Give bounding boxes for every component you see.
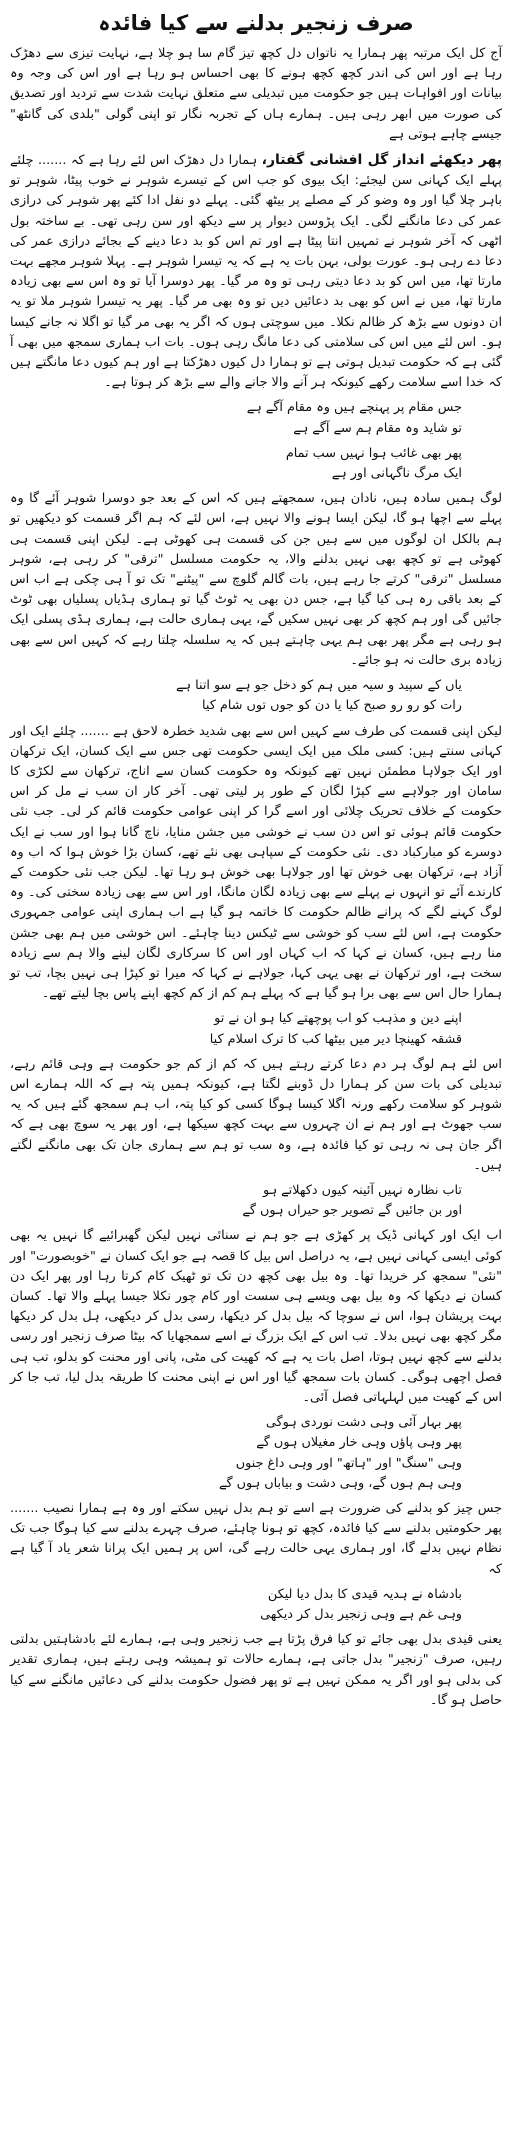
paragraph-2-subhead: پھر دیکھئے انداز گل افشانی گفتار، xyxy=(261,152,502,169)
verse-line: رات کو رو رو صبح کیا یا دن کو جوں توں شام کیا xyxy=(201,698,462,714)
verse-line: پھر بھی غائب ہوا نہیں سب تمام xyxy=(285,445,462,461)
paragraph-2-body: ہمارا دل دھڑک اس لئے رہا ہے کہ ....... چلئے پہلے ایک کہانی سن لیجئے: ایک بیوی کو جب اس کے تیسرے شوہر نے خوب پیٹا، شوہر تو باہر چلا گیا اور وہ وضو کر کے مصلے پر بیٹھ گئی۔ پہلے دو نفل ادا کئے پھر شوہر کی درازی عمر کی دعا مانگنے لگی۔ ایک پڑوسن دیوار پر سے دیکھ اور سن رہی تھی۔ بے ساختہ بول اٹھی کہ آخر شوہر نے تمہیں انتا پیٹا ہے اور تم اس کو بد دعا دینے کے بجائے درازی عمر کی دعا دے رہی ہو۔ عورت بولی، بہن بات یہ ہے کہ یہ تیسرا شوہر ہے۔ پہلا شوہر مجھے بہت مارتا تھا، میں اس کو بد دعا دیتی رہی تو وہ مر گیا۔ پھر دوسرا آیا تو وہ اس سے بھی زیادہ مارتا تھا، میں نے اس کو بھی بد دعائیں دیں تو وہ بھی مر گیا۔ پھر یہ تیسرا شوہر ملا تو یہ ان دونوں سے بڑھ کر ظالم نکلا۔ میں سوچتی ہوں کہ اگر یہ بھی مر گیا تو اگلا نہ جانے کیسا ہو۔ اس لئے میں اس کی سلامتی کی دعا مانگ رہی ہوں۔ بات اب ہماری سمجھ میں بھی آ گئی ہے کہ حکومت تبدیل ہوتی ہے تو ہمارا دل کیوں دھڑکتا ہے اور ہم کیوں دعا مانگتے ہیں کہ خدا اسے سلامت رکھے کیونکہ ہر آنے والا جانے والے سے بڑھ کر ہوتا ہے۔ xyxy=(10,153,502,391)
verse-line: تاب نظارہ نہیں آئینہ کیوں دکھلاتے ہو xyxy=(262,1182,462,1198)
verse-line: پھر وہی پاؤں وہی خار مغیلاں ہوں گے xyxy=(256,1435,462,1451)
paragraph-7: جس چیز کو بدلنے کی ضرورت ہے اسے تو ہم بدل نہیں سکتے اور وہ ہے ہمارا نصیب ....... پھر حکومتیں بدلنے سے کیا فائدہ، کچھ تو ہونا چاہئے، صرف چہرے بدلنے سے کیا ہوگا جب تک نظام نہیں بدلے گا، اور ہماری یہی حالت رہے گی، اس پر ہمیں ایک پرانا شعر یاد آ گیا ہے کہ xyxy=(10,1501,502,1577)
verse-5 xyxy=(10,1181,502,1221)
verse-4 xyxy=(10,1009,502,1049)
verse-1 xyxy=(10,398,502,438)
verse-line: تو شاید وہ مقام ہم سے آگے ہے xyxy=(293,420,462,436)
paragraph-6: اب ایک اور کہانی ڈیک پر کھڑی ہے جو ہم نے سنائی نہیں لیکن گھبرائیے گا نہیں یہ بھی کوئی ایسی کہانی نہیں ہے، یہ دراصل اس بیل کا قصہ ہے جو ایک کسان نے "خوبصورت" اور "نئی" سمجھ کر خریدا تھا۔ وہ بیل بھی کچھ دن تک تو ٹھیک کام کرتا رہا اور پھر ایک دن کسان نے دیکھا کہ وہ بیل بھی ویسے ہی سست اور کام چور نکلا جیسا پہلے والا تھا۔ کسان بہت پریشان ہوا، اس نے سوچا کہ بیل بدل کر دیکھا، رسی بدل کر دیکھی، ہل بدل کر دیکھا مگر کچھ بھی نہیں بدلا۔ تب اس کے ایک بزرگ نے اسے سمجھایا کہ بیٹا صرف زنجیر اور رسی بدلنے سے کچھ نہیں ہوتا، اصل بات یہ ہے کہ کھیت کی مٹی، پانی اور محنت کو بدلو، تب ہی فصل اچھی ہوگی۔ کسان بات سمجھ گیا اور اس نے اپنی محنت کا طریقہ بدل لیا، تب جا کر اس کے کھیت میں لہلہاتی فصل آئی۔ xyxy=(10,1228,502,1405)
paragraph-3: لوگ ہمیں سادہ ہیں، نادان ہیں، سمجھتے ہیں کہ اس کے بعد جو دوسرا شوہر آئے گا وہ پہلے سے اچھا ہو گا، لیکن ایسا ہونے والا نہیں ہے، اس لئے کہ ہم اگر قسمت کو دیکھیں تو ہم بالکل ان لوگوں میں سے ہیں جن کی قسمت ہی کھوٹی ہے۔ لیکن اپنی قسمت ہی کھوٹی ہے تو کچھ بھی نہیں بدلنے والا، یہ حکومت مسلسل "ترقی" کر رہی ہے، شوہر مسلسل "ترقی" کرتے جا رہے ہیں، بات گالم گلوچ سے "پیٹنے" تک تو آ ہی چکی ہے اب اس کے بعد باقی رہ ہی کیا گیا ہے، جس دن بھی یہ ٹوٹ گیا تو ہماری ہڈیاں پسلیاں بھی ٹوٹ جائیں گی اور ہم کچھ کر بھی نہیں سکیں گے، یہی ہماری حالت ہے، ہماری ہڈی پسلی ایک ہو رہی ہے مگر پھر بھی ہم یہی چاہتے ہیں کہ یہ سلسلہ چلتا رہے کہ کہیں اس سے بھی زیادہ بری حالت نہ ہو جائے۔ xyxy=(10,491,502,668)
verse-line: جس مقام پر پہنچے ہیں وہ مقام آگے ہے xyxy=(246,400,462,416)
verse-3 xyxy=(10,676,502,716)
paragraph-1: آج کل ایک مرتبہ پھر ہمارا یہ ناتواں دل کچھ تیز گام سا ہو چلا ہے، نہایت تیزی سے دھڑک رہا ہے اور اس کی اندر کچھ کچھ ہونے کا بھی احساس ہو رہا ہے اور اس کی وجہ وہ بیانات اور افواہات ہیں جو حکومت میں تبدیلی سے متعلق نہایت شدت سے تردید اور تصدیق کی صورت میں ابھر رہی ہیں۔ ہمارے ہاں کے تجربہ نگار تو اپنی گولی "بلدی کی گانٹھ" جیسے چاہے ہوتی ہے xyxy=(10,46,502,142)
paragraph-5: اس لئے ہم لوگ ہر دم دعا کرتے رہتے ہیں کہ کم از کم جو حکومت ہے وہی قائم رہے، تبدیلی کی بات سن کر ہمارا دل ڈوبنے لگتا ہے، کیونکہ ہمیں پتہ ہے کہ اللہ ہمارے اس شوہر کو سلامت رکھے ورنہ اگلا کیسا ہوگا کسی کو کیا پتہ، اب ہم سمجھ گئے ہیں کہ یہ سب جھوٹ ہے اور ہم نے ان چہروں سے بہت کچھ سیکھا ہے، اور پھر یہ سوچ بھی ہے کہ اگر جان ہی نہ رہی تو کیا فائدہ ہے، وہ سب تو ہم سے ہماری جان تک بھی مانگنے لگتے ہیں۔ xyxy=(10,1056,502,1173)
verse-6 xyxy=(10,1413,502,1494)
verse-line: وہی "سنگ" اور "ہاتھ" اور وہی داغ جنوں xyxy=(235,1455,462,1471)
paragraph-8: یعنی قیدی بدل بھی جائے تو کیا فرق پڑتا ہے جب زنجیر وہی ہے، ہمارے لئے بادشاہتیں بدلتی رہیں، صرف "زنجیر" بدل جاتی ہے، ہمارے حالات تو ہمیشہ وہی رہتے ہیں، ہماری تقدیر کی بدلی ہو اور اگر یہ ممکن نہیں ہے تو پھر فضول حکومت بدلنے کی دعائیں مانگنے سے کیا حاصل ہو گا۔ xyxy=(10,1632,502,1708)
verse-line: اور بن جائیں گے تصویر جو حیراں ہوں گے xyxy=(242,1203,462,1219)
verse-line: وہی غم ہے وہی زنجیر بدل کر دیکھی xyxy=(260,1607,462,1623)
verse-line: یاں کے سپید و سیہ میں ہم کو دخل جو ہے سو اتنا ہے xyxy=(176,678,462,694)
verse-2 xyxy=(10,444,502,484)
paragraph-4: لیکن اپنی قسمت کی طرف سے کہیں اس سے بھی شدید خطرہ لاحق ہے ....... چلئے ایک اور کہانی سنتے ہیں: کسی ملک میں ایک ایسی حکومت تھی جس سے ایک کسان، ایک ترکھان اور ایک جولاہا مطمئن نہیں تھے کیونکہ وہ حکومت کسان سے اناج، ترکھان سے لکڑی کا سامان اور جولاہے سے کپڑا لگان کے طور پر لیتی تھی۔ آخر کار ان سب نے مل کر اس حکومت کے خلاف تحریک چلائی اور اسے گرا کر اپنی عوامی حکومت قائم کر لی۔ جب نئی حکومت قائم ہوئی تو اس دن سب نے خوشی میں جشن منایا، ناچ گانا ہوا اور سب نے ایک دوسرے کو مبارکباد دی۔ نئی حکومت کے سپاہی بھی نئے تھے، کسان بڑا خوش ہوا کہ اب وہ آزاد ہے، ترکھان بھی خوش تھا اور جولاہا بھی خوش ہو رہا تھا۔ لیکن جب نئی حکومت کے کارندے آئے تو انہوں نے پہلے سے بھی زیادہ لگان مانگا، اور اس سے بھی زیادہ سختی کی۔ وہ لوگ کہنے لگے کہ پرانے ظالم حکومت کا خاتمہ ہو گیا ہے اب ہماری اپنی عوامی جمہوری حکومت ہے، اس لئے سب کو خوشی سے ٹیکس دینا چاہئے۔ اس خوشی میں ہم بھی جشن منا رہے ہیں، کسان نے کہا کہ اب کہاں اور اس کا سرکاری لگان لینے والا ہم سے زیادہ سخت ہے، اور ترکھان نے بھی یہی کہا، جولاہے نے کہا کہ میرا تو کپڑا ہی نہیں بچا، تب تو ہمارا حال اس سے بھی برا ہو گیا ہے کہ پہلے ہم کم از کم کچھ اپنے پاس بچا لیتے تھے۔ xyxy=(10,723,502,1002)
verse-line: وہی ہم ہوں گے، وہی دشت و بیاباں ہوں گے xyxy=(219,1475,462,1491)
verse-line: پھر بہار آئی وہی دشت نوردی ہوگی xyxy=(265,1415,462,1431)
verse-line: ایک مرگ ناگہانی اور ہے xyxy=(331,466,462,482)
paragraph-2 xyxy=(10,150,502,393)
verse-line: اپنے دین و مذہب کو اب پوچھتے کیا ہو ان نے تو xyxy=(214,1011,462,1027)
verse-line: قشقہ کھینچا دیر میں بیٹھا کب کا ترک اسلام کیا xyxy=(209,1031,462,1047)
article-headline: صرف زنجیر بدلنے سے کیا فائدہ xyxy=(98,11,414,35)
verse-line: بادشاہ نے ہدیہ قیدی کا بدل دیا لیکن xyxy=(267,1586,462,1602)
verse-7 xyxy=(10,1585,502,1625)
